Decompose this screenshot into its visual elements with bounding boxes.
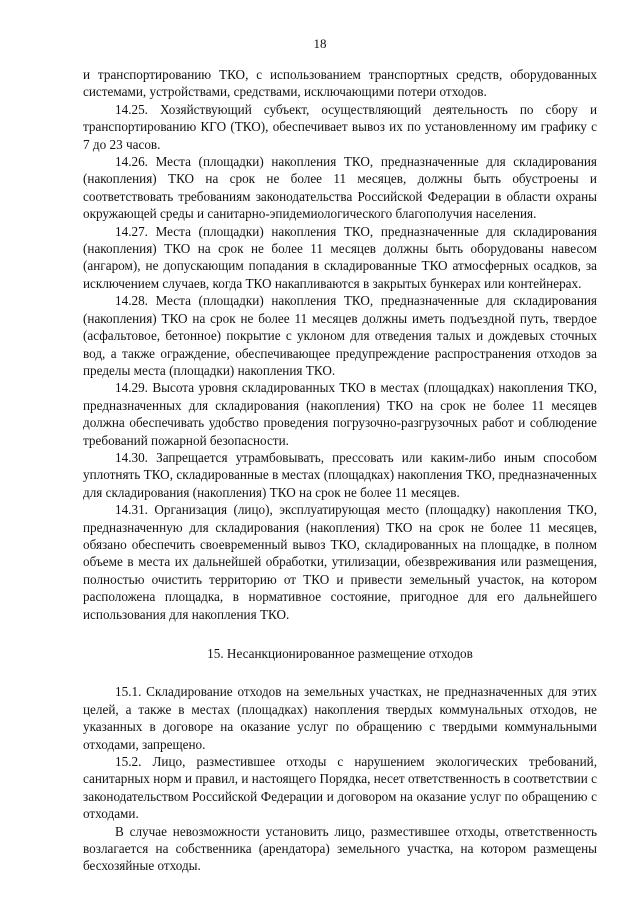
document-body xyxy=(83,66,597,875)
paragraph-15-2-cont: В случае невозможности установить лицо, разместившее отходы, ответственность возлагается на собственника (арендатора) земельного участка, на котором размещены бесхозяйные отходы. xyxy=(83,823,597,874)
paragraph-14-29: 14.29. Высота уровня складированных ТКО в местах (площадках) накопления ТКО, предназначенных для складирования (накопления) ТКО на срок не более 11 месяцев должна обеспечивать удобство проведения погрузочно-разгрузочных работ и соблюдение требований пожарной безопасности. xyxy=(83,380,597,448)
paragraph-14-30: 14.30. Запрещается утрамбовывать, прессовать или каким-либо иным способом уплотнять ТКО, складированные в местах (площадках) накопления ТКО, предназначенных для складирования (накопления) ТКО на срок не более 11 месяцев. xyxy=(83,449,597,500)
paragraph-15-2: 15.2. Лицо, разместившее отходы с нарушением экологических требований, санитарных норм и правил, и настоящего Порядка, несет ответственность в соответствии с законодательством Российской Федерации и договором на оказание услуг по обращению с отходами. xyxy=(83,754,597,822)
paragraph-14-27: 14.27. Места (площадки) накопления ТКО, предназначенные для складирования (накопления) ТКО на срок не более 11 месяцев должны быть оборудованы навесом (ангаром), не допускающим попадания в складированные ТКО атмосферных осадков, за исключением случаев, когда ТКО накапливаются в закрытых бункерах или контейнерах. xyxy=(83,223,597,291)
page-number: 18 xyxy=(313,36,327,51)
paragraph-14-31: 14.31. Организация (лицо), эксплуатирующая место (площадку) накопления ТКО, предназначенную для складирования (накопления) ТКО на срок не более 11 месяцев, обязано обеспечить своевременный вывоз ТКО, складированных на площадке, в полном объеме в места их дальнейшей обработки, утилизации, обезвреживания или размещения, полностью очистить территорию от ТКО и привести земельный участок, на котором расположена площадка, в нормативное состояние, пригодное для его дальнейшего использования для накопления ТКО. xyxy=(83,502,597,622)
paragraph-14-25: 14.25. Хозяйствующий субъект, осуществляющий деятельность по сбору и транспортированию КГО (ТКО), обеспечивает вывоз их по установленному им графику с 7 до 23 часов. xyxy=(83,101,597,152)
paragraph-14-26: 14.26. Места (площадки) накопления ТКО, предназначенные для складирования (накопления) ТКО на срок не более 11 месяцев, должны быть обустроены и соответствовать требованиям законодательства Российской Федерации в области охраны окружающей среды и санитарно-эпидемиологического благополучия населения. xyxy=(83,154,597,222)
section-15-heading: 15. Несанкционированное размещение отходов xyxy=(207,646,473,661)
paragraph-continuation: и транспортированию ТКО, с использованием транспортных средств, оборудованных системами, устройствами, средствами, исключающими потери отходов. xyxy=(83,67,597,100)
paragraph-15-1: 15.1. Складирование отходов на земельных участках, не предназначенных для этих целей, а также в местах (площадках) накопления твердых коммунальных отходов, не указанных в договоре на оказание услуг по обращению с твердыми коммунальными отходами, запрещено. xyxy=(83,684,597,752)
paragraph-14-28: 14.28. Места (площадки) накопления ТКО, предназначенные для складирования (накопления) ТКО на срок не более 11 месяцев должны иметь подъездной путь, твердое (асфальтовое, бетонное) покрытие с уклоном для отведения талых и дождевых сточных вод, а также ограждение, обеспечивающее предупреждение распространения отходов за пределы места (площадки) накопления ТКО. xyxy=(83,293,597,378)
